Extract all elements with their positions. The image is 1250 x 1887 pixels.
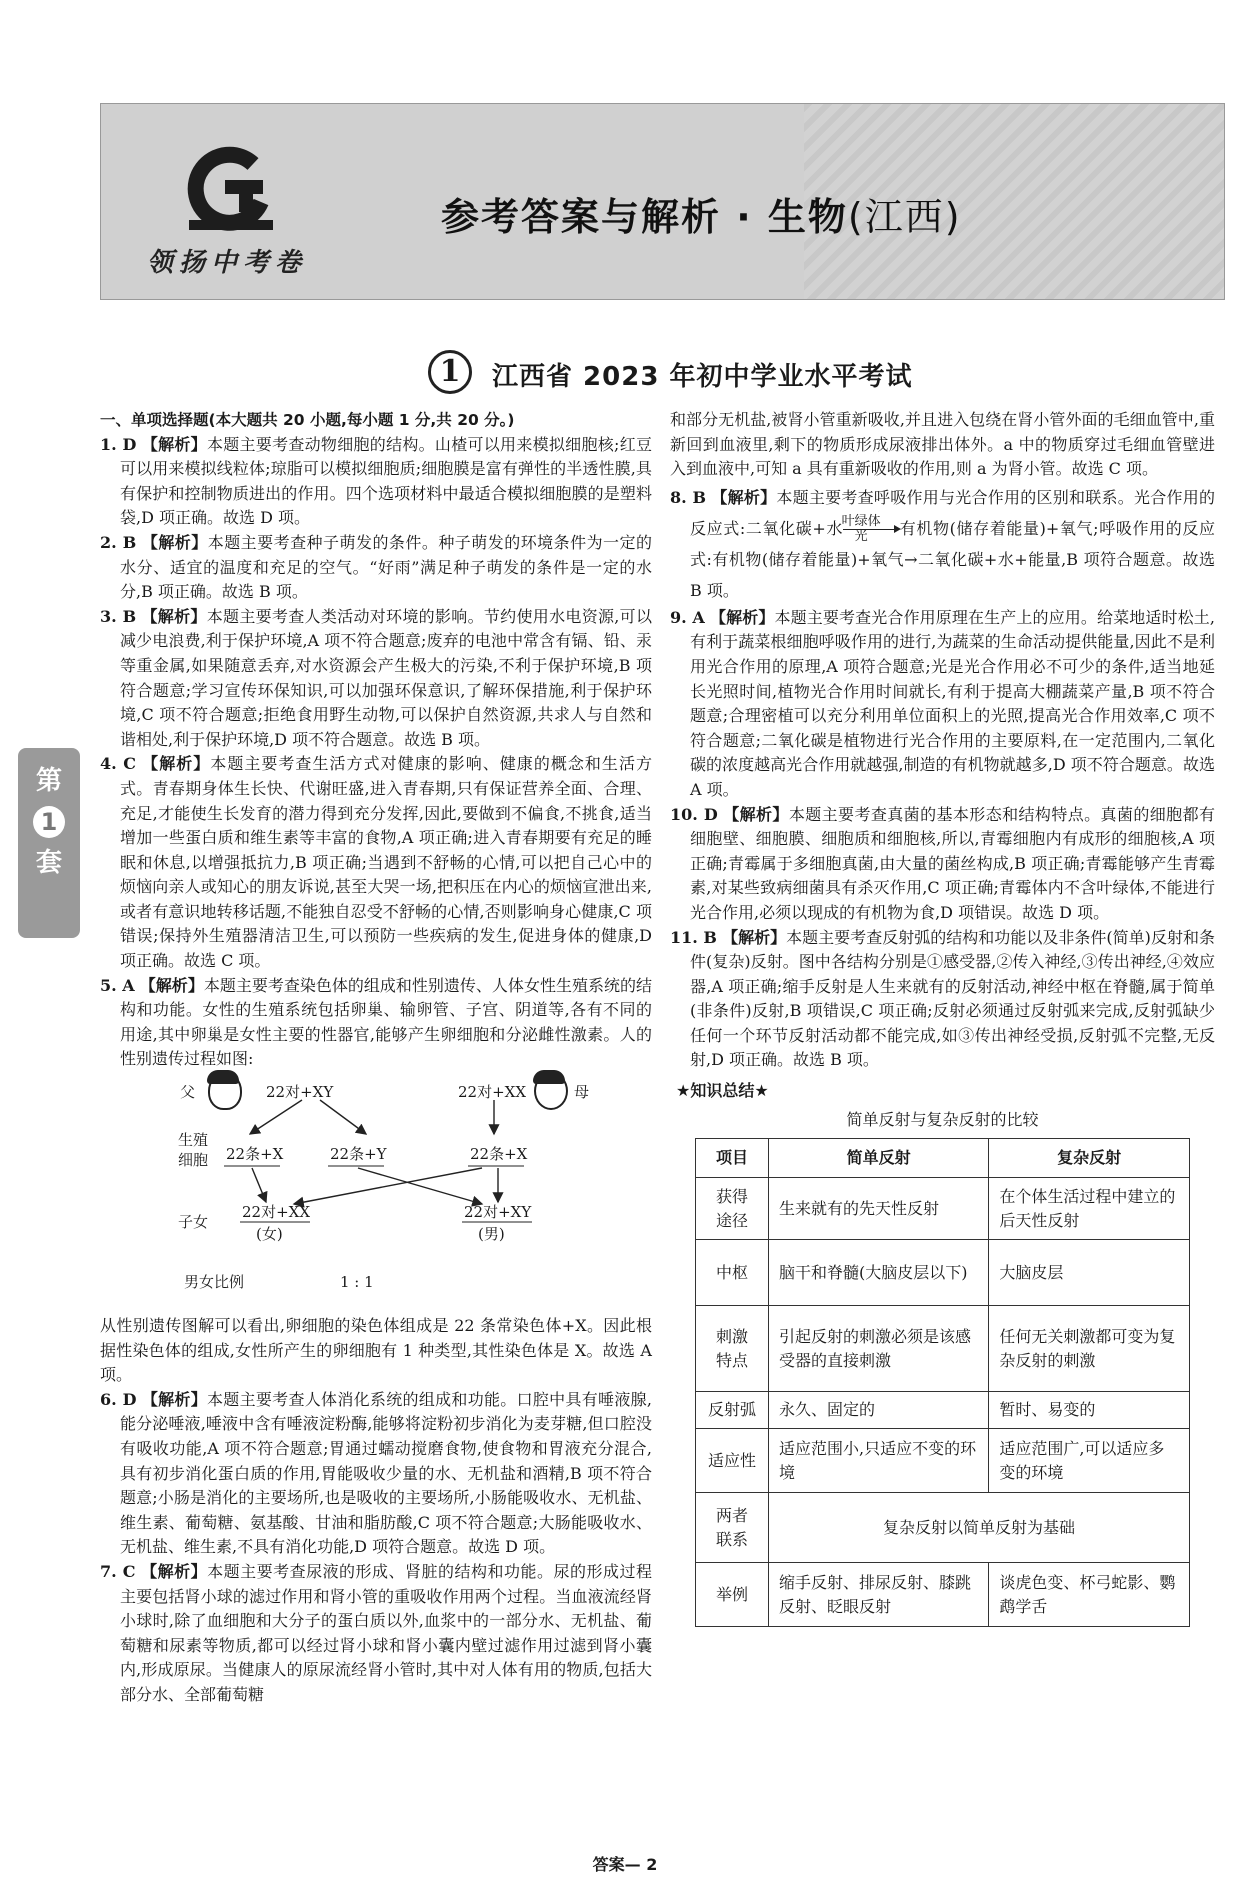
set-side-tab — [18, 748, 80, 938]
offspring-male-sex: (男) — [478, 1225, 505, 1244]
gamete-2: 22条+Y — [330, 1145, 387, 1164]
table-row — [696, 1392, 1190, 1429]
page-title — [441, 186, 962, 241]
row-simple: 缩手反射、排尿反射、膝跳反射、眨眼反射 — [769, 1563, 989, 1627]
left-column — [100, 408, 652, 1708]
table-row — [696, 1306, 1190, 1392]
row-simple: 脑干和脊髓(大脑皮层以下) — [769, 1240, 989, 1306]
offspring-female-sex: (女) — [256, 1225, 283, 1244]
row-complex: 暂时、易变的 — [989, 1392, 1190, 1429]
answer-q5: 5. A 【解析】本题主要考查染色体的组成和性别遗传、人体女性生殖系统的结构和功能。女性的生殖系统包括卵巢、输卵管、子宫、阴道等,各有不同的用途,其中卵巢是女性主要的性器官,能够产生卵细胞和分泌雌性激素。人的性别遗传过程如图: — [100, 975, 652, 1069]
table-row — [696, 1178, 1190, 1240]
row-key: 中枢 — [696, 1240, 769, 1306]
answer-q4: 4. C 【解析】本题主要考查生活方式对健康的影响、健康的概念和生活方式。青春期身体生长快、代谢旺盛,进入青春期,只有保证营养全面、合理、充足,才能使生长发育的潜力得到充分发挥,因此,要做到不偏食,不挑食,适当增加一些蛋白质和维生素等丰富的食物,A 项正确;进入青春期要有充足的睡眠和休息,以增强抵抗力,B 项正确;当遇到不舒畅的心情,可以把自己心中的烦恼向亲人或知心的朋友诉说,甚至大哭一场,把积压在内心的烦恼宣泄出来,或者有意识地转移话题,不能独自忍受不舒畅的心情,否则影响身心健康,C 项错误;保持外生殖器清洁卫生,可以预防一些疾病的发生,促进身体的健康,D 项正确。故选 C 项。 — [100, 754, 652, 971]
row-simple: 生来就有的先天性反射 — [769, 1178, 989, 1240]
answer-q8: 8. B 【解析】本题主要考查呼吸作用与光合作用的区别和联系。光合作用的反应式:二氧化碳+水 叶绿体 光 有机物(储存着能量)+氧气;呼吸作用的反应式:有机物(储存着能量)+氧气→二氧化碳+水+能量,B 项符合题意。故选 B 项。 — [670, 487, 1215, 600]
answer-q7: 7. C 【解析】本题主要考查尿液的形成、肾脏的结构和功能。尿的形成过程主要包括肾小球的滤过作用和肾小管的重吸收作用两个过程。当血液流经肾小球时,除了血细胞和大分子的蛋白质以外,血浆中的一部分水、无机盐、葡萄糖和尿素等物质,都可以经过肾小球和肾小囊内壁过滤作用过滤到肾小囊内,形成原尿。当健康人的原尿流经肾小管时,其中对人体有用的物质,包括大部分水、全部葡萄糖 — [100, 1561, 652, 1704]
answer-q10: 10. D 【解析】本题主要考查真菌的基本形态和结构特点。真菌的细胞都有细胞壁、细胞膜、细胞质和细胞核,所以,青霉细胞内有成形的细胞核,A 项正确;青霉属于多细胞真菌,由大量的菌丝构成,B 项正确;青霉能够产生青霉素,对某些致病细菌具有杀灭作用,C 项正确;青霉体内不含叶绿体,不能进行光合作用,必须以现成的有机物为食,D 项错误。故选 D 项。 — [670, 804, 1215, 922]
row-key: 获得 途径 — [696, 1178, 769, 1240]
mother-genotype: 22对+XX — [458, 1083, 527, 1102]
reflex-comparison-table — [695, 1138, 1190, 1627]
row-key: 反射弧 — [696, 1392, 769, 1429]
right-column — [670, 408, 1215, 1627]
side-tab-number: 1 — [33, 806, 65, 838]
table-row — [696, 1493, 1190, 1563]
reaction-arrow-line — [843, 529, 899, 530]
arrow-eggx-to-female — [294, 1168, 482, 1204]
arrow-y-to-male — [358, 1168, 482, 1204]
offspring-male-genotype: 22对+XY — [464, 1203, 532, 1222]
header-item: 项目 — [696, 1139, 769, 1178]
header-simple: 简单反射 — [769, 1139, 989, 1178]
page-header-banner — [100, 103, 1225, 300]
ratio-value: 1 : 1 — [340, 1273, 374, 1292]
reaction-arrow — [843, 515, 899, 544]
offspring-female-genotype: 22对+XX — [242, 1203, 311, 1222]
arrow-father-to-y — [320, 1100, 366, 1134]
reaction-condition-bottom: 光 — [854, 528, 868, 544]
answer-q1: 1. D 【解析】本题主要考查动物细胞的结构。山楂可以用来模拟细胞核;红豆可以用来模拟线粒体;琼脂可以模拟细胞质;细胞膜是富有弹性的半透性膜,具有保护和控制物质进出的作用。四个选项材料中最适合模拟细胞膜的是塑料袋,D 项正确。故选 D 项。 — [100, 434, 652, 528]
row-key: 举例 — [696, 1563, 769, 1627]
answer-q9: 9. A 【解析】本题主要考查光合作用原理在生产上的应用。给菜地适时松土,有利于蔬菜根细胞呼吸作用的进行,为蔬菜的生命活动提供能量,因此不是利用光合作用的原理,A 项符合题意;光是光合作用必不可少的条件,适当地延长光照时间,植物光合作用时间就长,有利于提高大棚蔬菜产量,B 项不符合题意;合理密植可以充分利用单位面积上的光照,提高光合作用效率,C 项不符合题意;二氧化碳是植物进行光合作用的主要原料,在一定范围内,二氧化碳的浓度越高光合作用就越强,制造的有机物就越多,D 项不符合题意。故选 A 项。 — [670, 607, 1215, 799]
reaction-condition-top: 叶绿体 — [841, 513, 881, 529]
mother-face-icon — [534, 1072, 568, 1110]
gamete-label: 生殖 细胞 — [178, 1131, 209, 1170]
mother-label: 母 — [574, 1083, 590, 1102]
row-merged: 复杂反射以简单反射为基础 — [769, 1493, 1190, 1563]
row-complex: 在个体生活过程中建立的后天性反射 — [989, 1178, 1190, 1240]
table-header-row — [696, 1139, 1190, 1178]
row-simple: 永久、固定的 — [769, 1392, 989, 1429]
side-tab-pre: 第 — [35, 766, 62, 796]
arrow-father-to-x — [250, 1100, 302, 1134]
answer-q7-continued: 和部分无机盐,被肾小管重新吸收,并且进入包绕在肾小管外面的毛细血管中,重新回到血液里,剩下的物质形成尿液排出体外。a 中的物质穿过毛细血管壁进入到血液中,可知 a 具有重新吸收的作用,则 a 为肾小管。故选 C 项。 — [670, 410, 1215, 479]
answer-q5-conclusion: 从性别遗传图解可以看出,卵细胞的染色体组成是 22 条常染色体+X。因此根据性染色体的组成,女性所产生的卵细胞有 1 种类型,其性染色体是 X。故选 A 项。 — [100, 1316, 652, 1385]
answer-q2: 2. B 【解析】本题主要考查种子萌发的条件。种子萌发的环境条件为一定的水分、适宜的温度和充足的空气。“好雨”满足种子萌发的条件是一定的水分,B 项正确。故选 B 项。 — [100, 532, 652, 602]
answer-q6: 6. D 【解析】本题主要考查人体消化系统的组成和功能。口腔中具有唾液腺,能分泌唾液,唾液中含有唾液淀粉酶,能够将淀粉初步消化为麦芽糖,但口腔没有吸收功能,A 项不符合题意;胃通过蠕动搅磨食物,使食物和胃液充分混合,具有初步消化蛋白质的作用,胃能吸收少量的水、无机盐和酒精,B 项不符合题意;小肠是消化的主要场所,也是吸收的主要场所,小肠能吸收水、无机盐、维生素、葡萄糖、氨基酸、甘油和脂肪酸,C 项不符合题意;大肠能吸收水、无机盐、维生素,不具有消化功能,D 项符合题意。故选 D 项。 — [100, 1389, 652, 1557]
father-genotype: 22对+XY — [266, 1083, 334, 1102]
page-title-main: 参考答案与解析 · 生物 — [441, 195, 848, 239]
brand-name: 领扬中考卷 — [147, 248, 308, 278]
page-title-region: (江西) — [847, 195, 962, 239]
father-label: 父 — [180, 1083, 196, 1102]
arrow-x-to-female — [252, 1168, 266, 1202]
section-heading: 一、单项选择题(本大题共 20 小题,每小题 1 分,共 20 分。) — [100, 411, 515, 429]
row-complex: 大脑皮层 — [989, 1240, 1190, 1306]
row-key: 两者 联系 — [696, 1493, 769, 1563]
row-complex: 任何无关刺激都可变为复杂反射的刺激 — [989, 1306, 1190, 1392]
row-key: 适应性 — [696, 1429, 769, 1493]
row-simple: 适应范围小,只适应不变的环境 — [769, 1429, 989, 1493]
father-face-icon — [208, 1072, 242, 1110]
row-complex: 谈虎色变、杯弓蛇影、鹦鹉学舌 — [989, 1563, 1190, 1627]
gamete-1: 22条+X — [226, 1145, 284, 1164]
page-footer: 答案— 2 — [592, 1855, 658, 1874]
side-tab-post: 套 — [35, 848, 62, 878]
sex-inheritance-diagram — [178, 1076, 622, 1310]
brand-logo-icon — [183, 142, 279, 238]
inheritance-arrows — [182, 1076, 622, 1310]
answer-q3: 3. B 【解析】本题主要考查人类活动对环境的影响。节约使用水电资源,可以减少电浪费,利于保护环境,A 项不符合题意;废弃的电池中常含有镉、铅、汞等重金属,如果随意丢弃,对水资源会产生极大的污染,不利于保护环境,B 项符合题意;学习宣传环保知识,可以加强环保意识,了解环保措施,利于保护环境,C 项不符合题意;拒绝食用野生动物,可以保护自然资源,共求人与自然和谐相处,利于保护环境,D 项不符合题意。故选 B 项。 — [100, 606, 652, 749]
comparison-table-caption: 简单反射与复杂反射的比较 — [846, 1109, 1039, 1129]
exam-number-badge: 1 — [428, 350, 472, 394]
table-row — [696, 1429, 1190, 1493]
row-key: 刺激 特点 — [696, 1306, 769, 1392]
ratio-label: 男女比例 — [184, 1273, 245, 1292]
row-complex: 适应范围广,可以适应多变的环境 — [989, 1429, 1190, 1493]
table-row — [696, 1240, 1190, 1306]
header-complex: 复杂反射 — [989, 1139, 1190, 1178]
gamete-3: 22条+X — [470, 1145, 528, 1164]
row-simple: 引起反射的刺激必须是该感受器的直接刺激 — [769, 1306, 989, 1392]
exam-title: 江西省 2023 年初中学业水平考试 — [492, 362, 913, 392]
knowledge-summary-title: ★知识总结★ — [676, 1081, 769, 1101]
answer-q11: 11. B 【解析】本题主要考查反射弧的结构和功能以及非条件(简单)反射和条件(复杂)反射。图中各结构分别是①感受器,②传入神经,③传出神经,④效应器,A 项正确;缩手反射是人生来就有的反射活动,神经中枢在脊髓,属于简单(非条件)反射,B 项错误,C 项正确;反射必须通过反射弧来完成,反射弧缺少任何一个环节反射活动都不能完成,如③传出神经受损,反射弧不完整,无反射,D 项正确。故选 B 项。 — [670, 927, 1215, 1070]
table-row — [696, 1563, 1190, 1627]
offspring-label: 子女 — [178, 1213, 209, 1232]
